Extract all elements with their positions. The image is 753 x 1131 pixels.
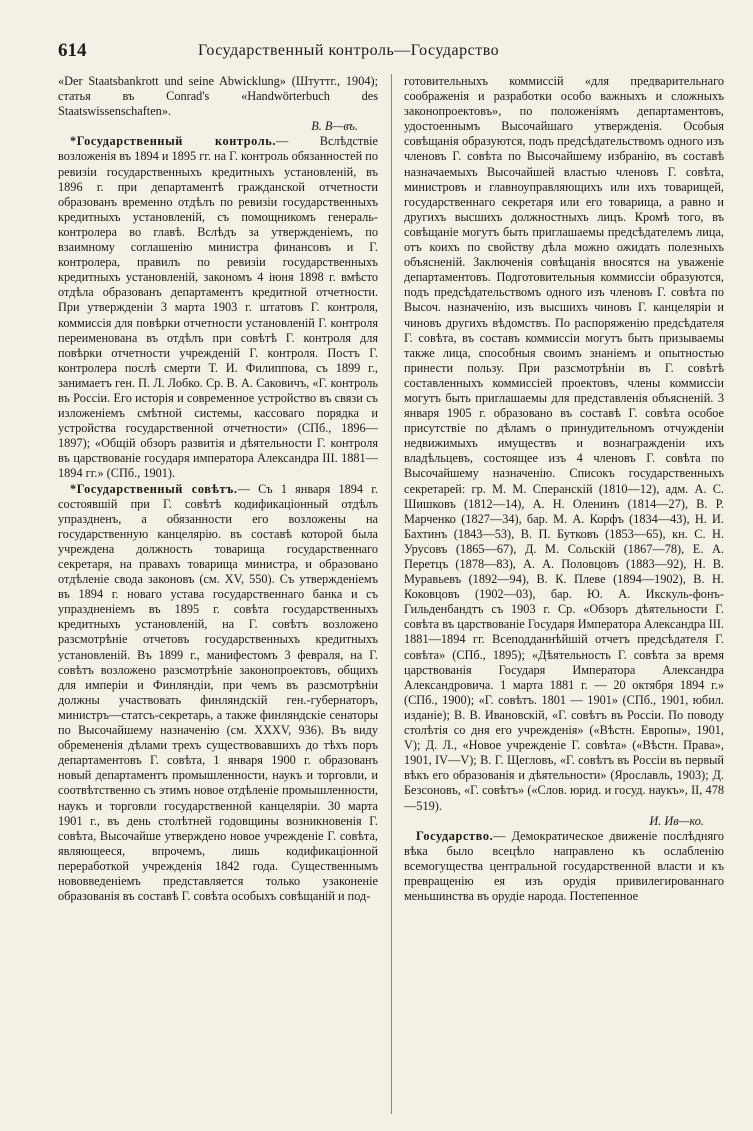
right-column xyxy=(404,74,724,1114)
entry-headword: Государство. xyxy=(416,828,494,843)
paragraph-text: «Der Staatsbankrott und seine Abwicklung» (Штуттг., 1904); статья въ Conrad's «Handwörterbuch des Staatswissenschaften». xyxy=(58,74,378,119)
paragraph-text: готовительныхъ коммиссій «для предварительнаго соображенія и разработки особо важныхъ и сложныхъ законопроектовъ», по положеніямъ департаментовъ, удостоеннымъ Высочайшаго утвержденія. Особыя совѣщанія образуются, подъ предсѣдательствомъ одного изъ членовъ Г. совѣта по Высочайшему избранію, въ составѣ назначаемыхъ Высочайшей властью членовъ Г. совѣта, министровъ и главноуправляющихъ или ихъ товарищей, государственнаго секретаря или его товарища, а равно и другихъ высшихъ должностныхъ лицъ. Кромѣ того, въ совѣщаніе могутъ быть приглашаемы предсѣдателемъ лица, отъ коихъ по свойству дѣла можно ожидать полезныхъ объясненій. Заключенія совѣщанія вносятся на уваженіе департаментовъ. Подготовительныя коммиссіи образуются, подъ предсѣдательствомъ одного изъ членовъ Г. совѣта по Высоч. назначенію, изъ высшихъ чиновъ Г. канцеляріи и чиновъ другихъ вѣдомствъ. По распоряженію предсѣдателя Г. совѣта, въ составъ коммиссіи могутъ быть призываемы также лица, способныя своимъ знаніемъ и опытностью принести пользу. При разсмотрѣніи въ Г. совѣтѣ составленныхъ коммиссіей проектовъ, члены коммиссіи могутъ быть приглашаемы для представленія объясненій. 3 января 1905 г. образовано въ составѣ Г. совѣта особое присутствіе по дѣламъ о принудительномъ отчужденіи недвижимыхъ имуществъ и вознагражденіи ихъ владѣльцевъ, состоящее изъ 4 членовъ Г. совѣта по Высочайшему назначенію. Списокъ государственныхъ секретарей: гр. М. М. Сперанскій (1810—12), адм. А. С. Шишковъ (1812—14), А. Н. Оленинъ (1814—27), В. Р. Марченко (1827—34), бар. М. А. Корфъ (1834—43), Н. И. Бахтинъ (1843—53), В. П. Бутковъ (1853—65), кн. С. Н. Урусовъ (1865—67), Д. М. Сольскій (1867—78), Е. А. Перетцъ (1878—83), А. А. Половцовъ (1883—92), Н. В. Муравьевъ (1892—94), В. К. Плеве (1894—1902), В. Н. Коковцовъ (1902—03), бар. Ю. А. Икскуль-фонъ-Гильденбандтъ съ 1903 г. Ср. «Обзоръ дѣятельности Г. совѣта въ царствованіе Государя Императора Александра III. 1881—1894 гг. Всеподданнѣйшій отчетъ предсѣдателя Г. совѣта» (СПб., 1895); «Дѣятельность Г. совѣта за время царствованія Государя Императора Александра Александровича. 1 марта 1881 г. — 20 октября 1894 г.» (СПб., 1900); «Г. совѣтъ. 1801 — 1901» (СПб., 1901, юбил. изданіе); В. В. Ивановскій, «Г. совѣтъ въ Россіи. По поводу столѣтія со дня его учрежденія» («Вѣстн. Европы», 1901, V); Д. Л., «Новое учрежденіе Г. совѣта» («Вѣстн. Права», 1901, IV—V); В. Г. Щегловъ, «Г. совѣтъ въ Россіи въ первый вѣкъ его образованія и дѣятельности» (Ярославль, 1903); Д. Безсоновъ, «Г. совѣтъ» («Слов. юрид. и госуд. наукъ», II, 478—519). xyxy=(404,74,724,813)
entry-state-council xyxy=(58,482,378,905)
running-title: Государственный контроль—Государство xyxy=(198,42,500,59)
entry-state xyxy=(404,829,724,904)
entry-state-control xyxy=(58,134,378,481)
continuation-paragraph xyxy=(404,74,724,814)
entry-body: — Демократическое движеніе послѣдняго вѣка было всецѣло направлено къ ослабленію всемогущества центральной государственной власти и къ превращенію ея изъ орудія привилегированнаго меньшинства въ орудіе народа. Постепенное xyxy=(404,828,724,904)
entry-headword: *Государственный контроль. xyxy=(70,134,277,149)
entry-body: — Вслѣдствіе возложенія въ 1894 и 1895 гг. на Г. контроль обязанностей по ревизіи государственныхъ кредитныхъ установленій, въ 1896 г. при департаментѣ гражданской отчетности образованъ временно отдѣлъ по ревизіи государственныхъ кредитныхъ установленій, съ помощникомъ генераль-контролера во главѣ. Вслѣдъ за утвержденіемъ, по взаимному соглашенію министра финансовъ и Г. контролера, правилъ по ревизіи государственныхъ кредитныхъ установленій, закономъ 4 іюня 1898 г. вмѣсто отдѣла образованъ департаментъ кредитной отчетности. При утвержденіи 3 марта 1903 г. штатовъ Г. контроля, коммиссія для повѣрки отчетности установленій Г. контроля переименована въ отдѣлъ при совѣтѣ Г. контроля для повѣрки отчетности учрежденій Г. контроля. Постъ Г. контролера послѣ смерти Т. И. Филиппова, съ 1899 г., занимаетъ ген. П. Л. Лобко. Ср. В. А. Саковичъ, «Г. контроль въ Россіи. Его исторія и современное устройство въ связи съ изложеніемъ смѣтной системы, кассоваго порядка и устройства государственной отчетности» (СПб., 1896—1897); «Общій обзоръ развитія и дѣятельности Г. контроля въ царствованіе государя императора Александра III. 1881—1894 гг.» (СПб., 1901). xyxy=(58,134,378,481)
page-header xyxy=(58,40,718,66)
author-signature: В. В—въ. xyxy=(311,119,358,134)
page-number: 614 xyxy=(58,40,87,61)
left-column xyxy=(58,74,378,1114)
entry-headword: *Государственный совѣтъ. xyxy=(70,481,238,496)
entry-body: — Съ 1 января 1894 г. состоявшій при Г. совѣтѣ кодификаціонный отдѣлъ упраздненъ, а обязанности его возложены на государственную канцелярію. въ составѣ которой была учреждена должность товарища государственнаго секретаря, на правахъ товарища министра, и образовано отдѣленіе свода законовъ (см. XV, 550). Съ утвержденіемъ въ 1894 г. новаго устава государственнаго банка и съ упраздненіемъ въ 1895 г. совѣта государственныхъ кредитныхъ установленій, на Г. совѣтъ возложено разсмотрѣніе отчетовъ государственныхъ кредитныхъ установленій. Въ 1899 г., манифестомъ 3 февраля, на Г. совѣтъ возложено разсмотрѣніе законопроектовъ, общихъ для имперіи и Финляндіи, при чемъ въ разсмотрѣніи должны участвовать финляндскій ген.-губернаторъ, министръ—статсъ-секретарь, а также финляндскіе сенаторы по Высочайшему назначенію (см. XXXV, 936). Въ виду обремененія дѣлами трехъ существовавшихъ до тѣхъ поръ департаментовъ Г. совѣта, 1 января 1900 г. образованъ новый департаментъ промышленности, наукъ и торговли, и соотвѣтственно съ этимъ новое отдѣленіе промышленности, наукъ и торговли государственной канцеляріи. 30 марта 1901 г., въ день столѣтней годовщины возникновенія Г. совѣта, Высочайше утверждено новое учрежденіе Г. совѣта, являющееся, впрочемъ, лишь кодификаціонной переработкой учрежденія 1842 года. Существеннымъ нововведеніемъ представляется только узаконеніе образованія въ составѣ Г. совѣта особыхъ совѣщаній и под- xyxy=(58,481,378,904)
author-signature: И. Ив—ко. xyxy=(649,813,704,828)
column-divider xyxy=(391,74,392,1114)
continuation-paragraph xyxy=(58,74,378,119)
